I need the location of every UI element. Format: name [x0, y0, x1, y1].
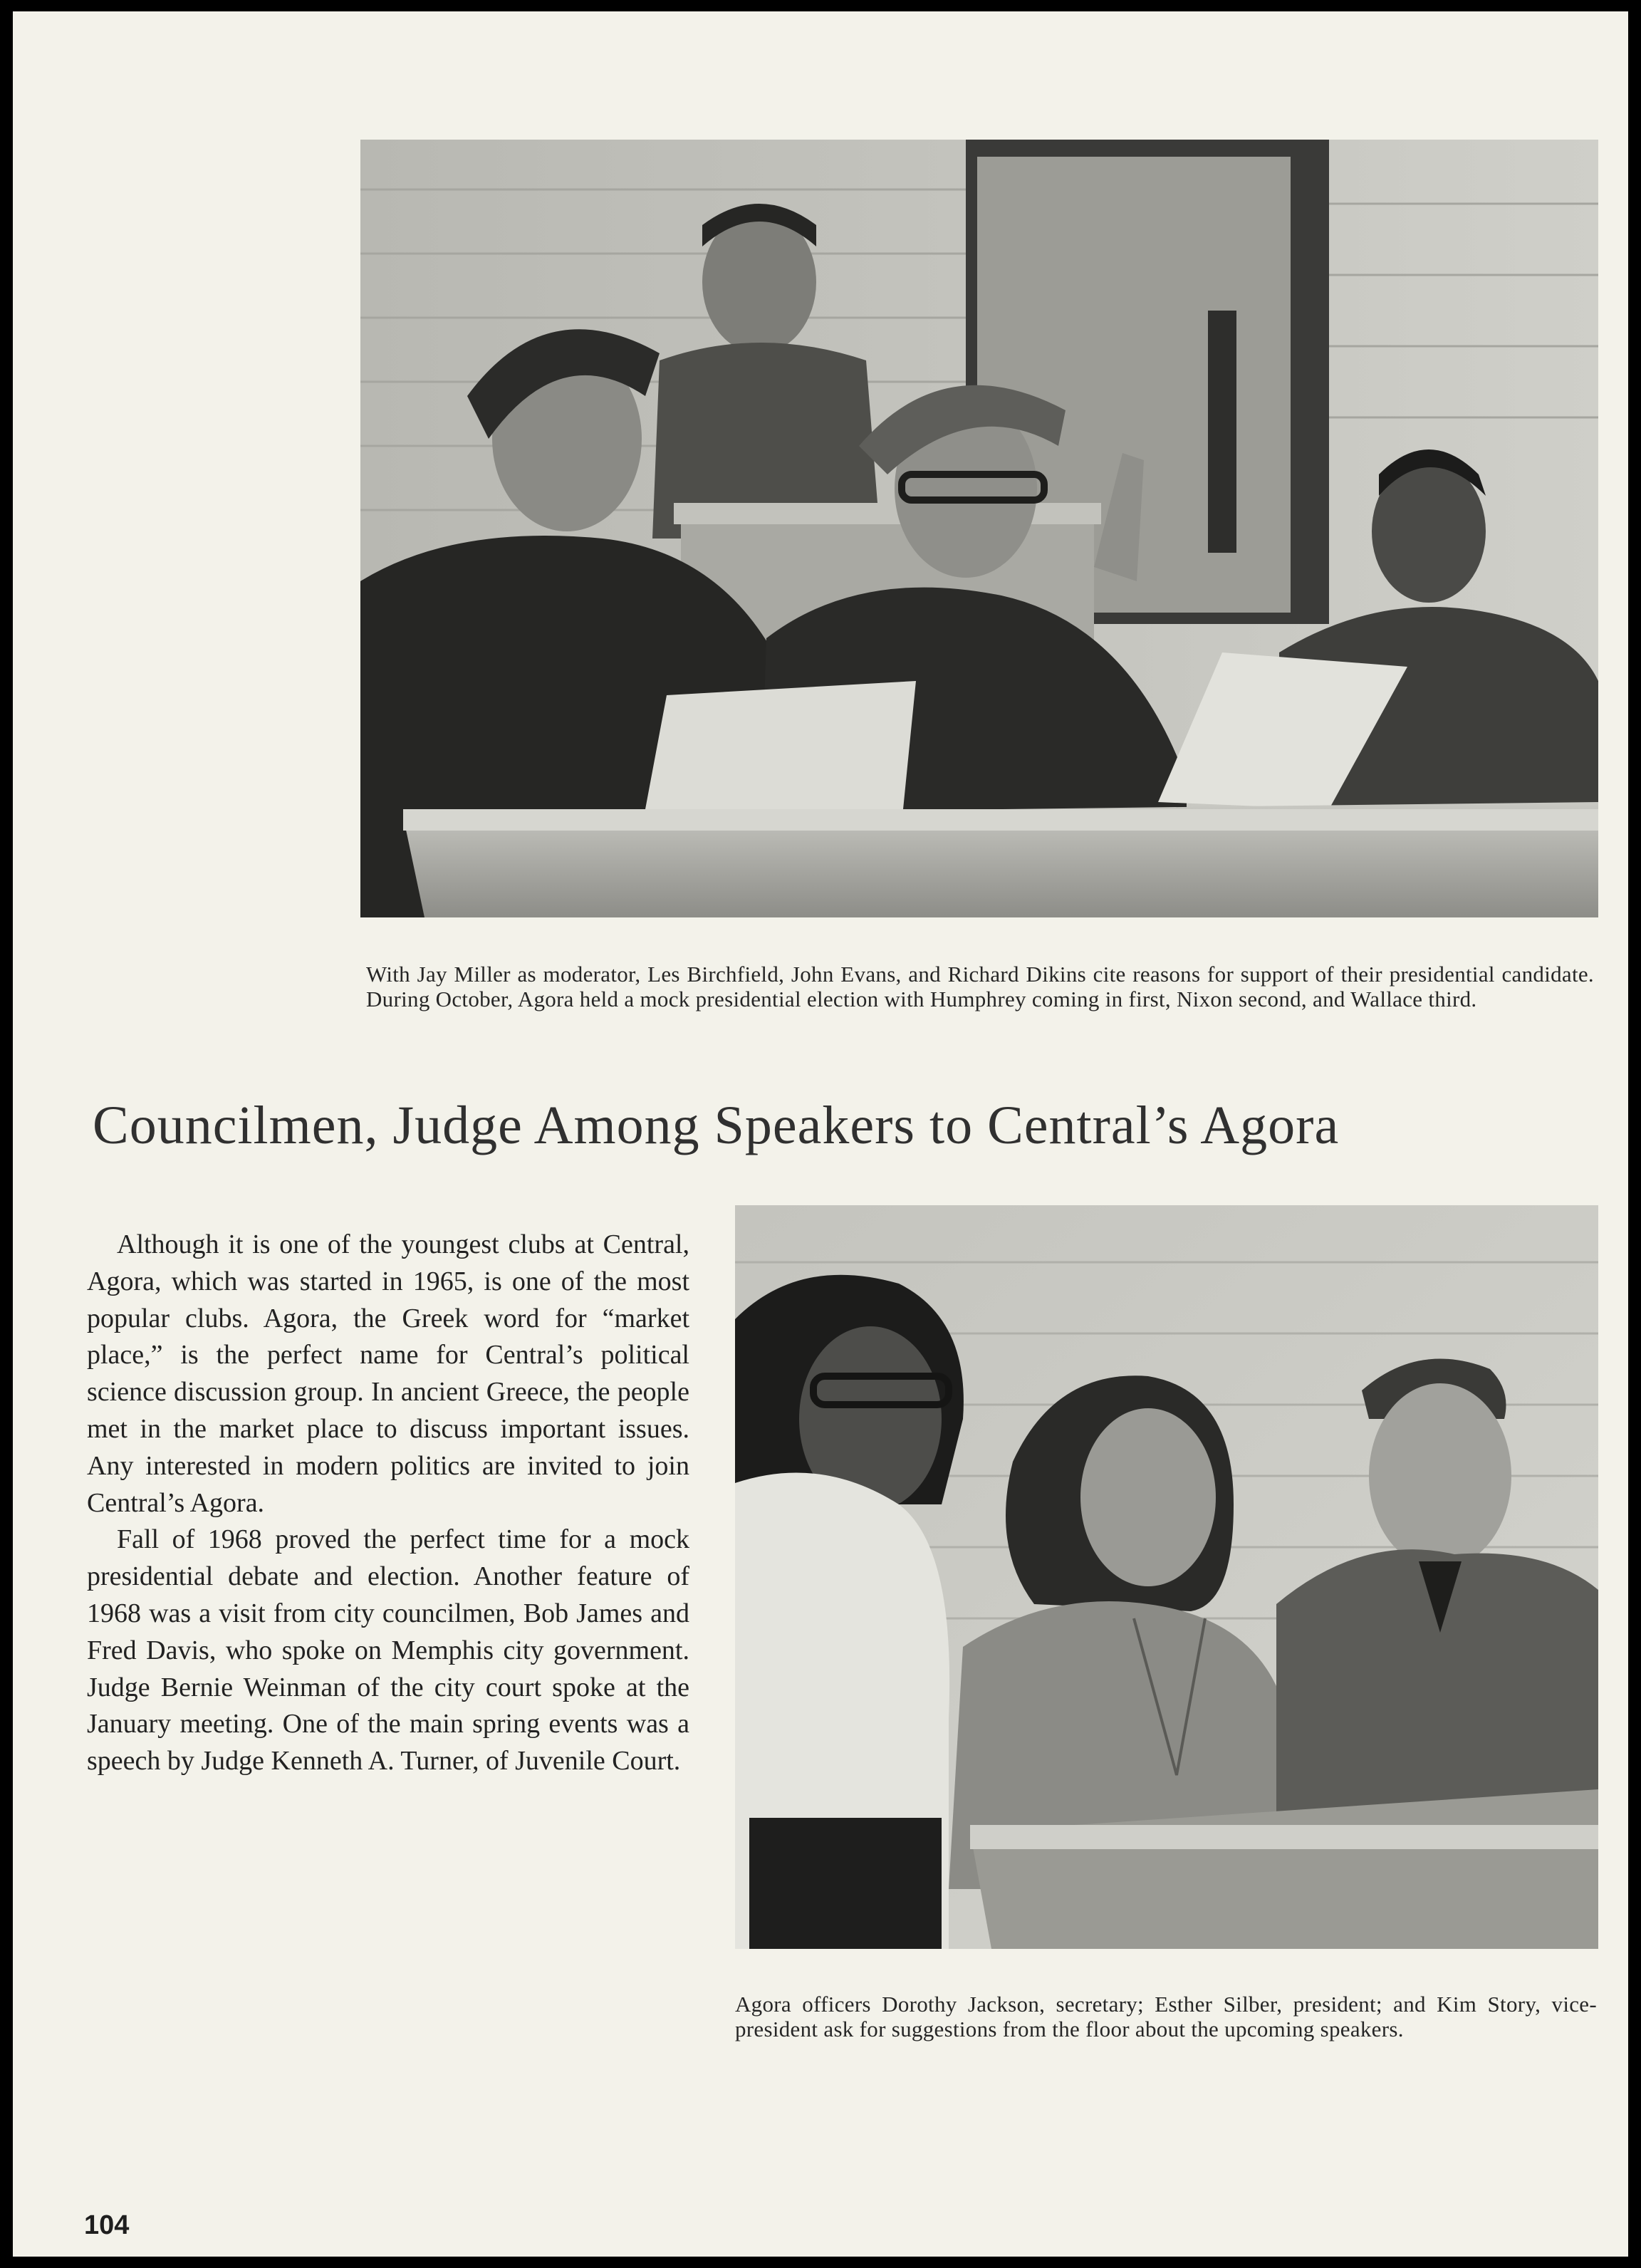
bottom-photo-officers: [735, 1205, 1598, 1949]
bottom-photo-illustration: [735, 1205, 1598, 1949]
page-number: 104: [84, 2210, 130, 2240]
article-body: [87, 1227, 689, 1780]
article-paragraph-1: Although it is one of the youngest clubs at Central, Agora, which was started in 1965, is one of the most popular clubs. Agora, the Greek word for “market place,” is the perfect name for Central’s political science discussion group. In ancient Greece, the people met in the market place to discuss important issues. Any interested in modern politics are invited to join Central’s Agora.: [87, 1229, 689, 1518]
article-headline: Councilmen, Judge Among Speakers to Central’s Agora: [93, 1096, 1340, 1155]
yearbook-page: [13, 11, 1628, 2257]
bottom-photo-caption: Agora officers Dorothy Jackson, secretary; Esther Silber, president; and Kim Story, vice-president ask for suggestions from the floor about the upcoming speakers.: [735, 1992, 1597, 2041]
top-photo-caption: With Jay Miller as moderator, Les Birchfield, John Evans, and Richard Dikins cite reasons for support of their presidential candidate. During October, Agora held a mock presidential election with Humphrey coming in first, Nixon second, and Wallace third.: [366, 962, 1594, 1011]
top-photo-debate: [360, 140, 1598, 917]
article-paragraph-2: Fall of 1968 proved the perfect time for a mock presidential debate and election. Another feature of 1968 was a visit from city councilmen, Bob James and Fred Davis, who spoke on Memphis city government. Judge Bernie Weinman of the city court spoke at the January meeting. One of the main spring events was a speech by Judge Kenneth A. Turner, of Juvenile Court.: [87, 1524, 689, 1777]
top-photo-illustration: [360, 140, 1598, 917]
